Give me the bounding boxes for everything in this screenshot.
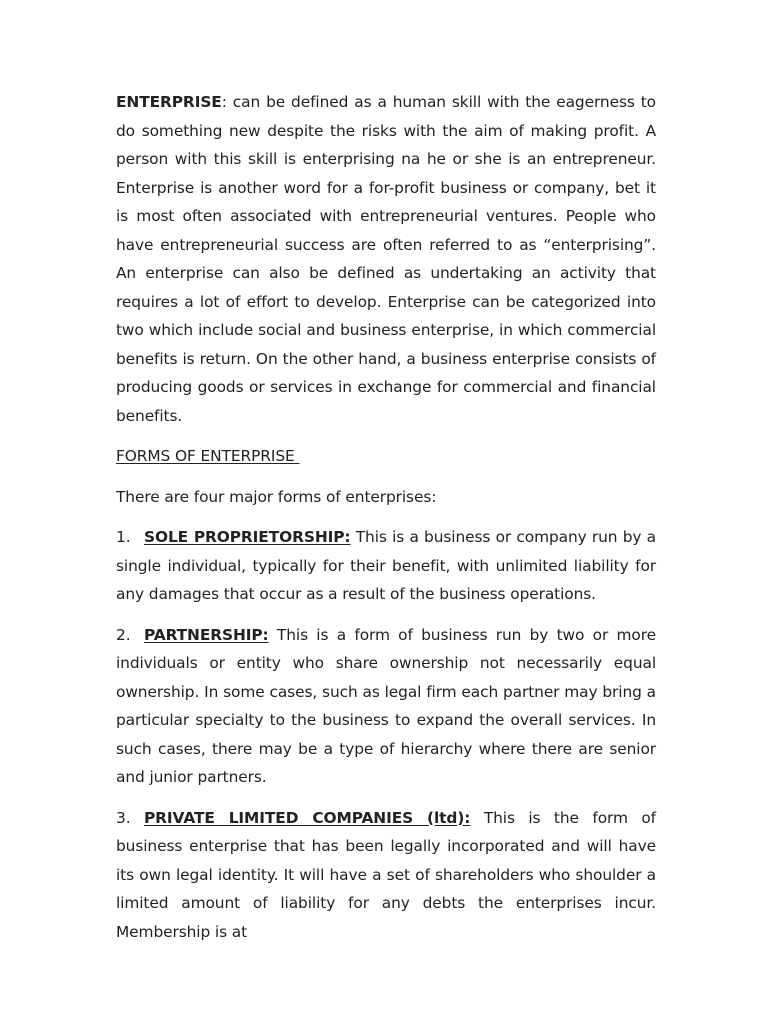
lead-sentence: There are four major forms of enterprises: [116,487,437,506]
item-number: 1. [116,528,131,546]
item-title: PARTNERSHIP: [144,625,269,644]
item-text: This is a form of business run by two or more individuals or entity who share ownership not necessarily equal ownership. In some cases, such as legal firm each partner may bring a particular specialty to the business to expand the overall services. In such cases, there may be a type of hierarchy where there are senior and junior partners. [116,625,656,786]
item-title: SOLE PROPRIETORSHIP: [144,528,351,546]
item-title: PRIVATE LIMITED COMPANIES (ltd): [144,808,471,827]
section-heading [116,442,656,471]
item-number: 3. [116,808,131,827]
list-item-1 [116,523,656,609]
enterprise-term: ENTERPRISE [116,93,222,111]
intro-paragraph [116,88,656,430]
intro-text: : can be defined as a human skill with the eagerness to do something new despite the risks with the aim of making profit. A person with this skill is enterprising na he or she is an entrepreneur. Enterprise is another word for a for-profit business or company, bet it is most often associated with entrepreneurial ventures. People who have entrepreneurial success are often referred to as “enterprising”. An enterprise can also be defined as undertaking an activity that requires a lot of effort to develop. Enterprise can be categorized into two which include social and business enterprise, in which commercial benefits is return. On the other hand, a business enterprise consists of producing goods or services in exchange for commercial and financial benefits. [116,93,656,425]
item-text: This is the form of business enterprise that has been legally incorporated and will have its own legal identity. It will have a set of shareholders who shoulder a limited amount of liability for any debts the enterprises incur. Membership is at [116,808,656,941]
item-text: This is a business or company run by a single individual, typically for their benefit, with unlimited liability for any damages that occur as a result of the business operations. [116,528,656,603]
forms-heading: FORMS OF ENTERPRISE [116,447,295,465]
list-item-3 [116,804,656,947]
item-number: 2. [116,625,131,644]
list-item-2 [116,621,656,792]
